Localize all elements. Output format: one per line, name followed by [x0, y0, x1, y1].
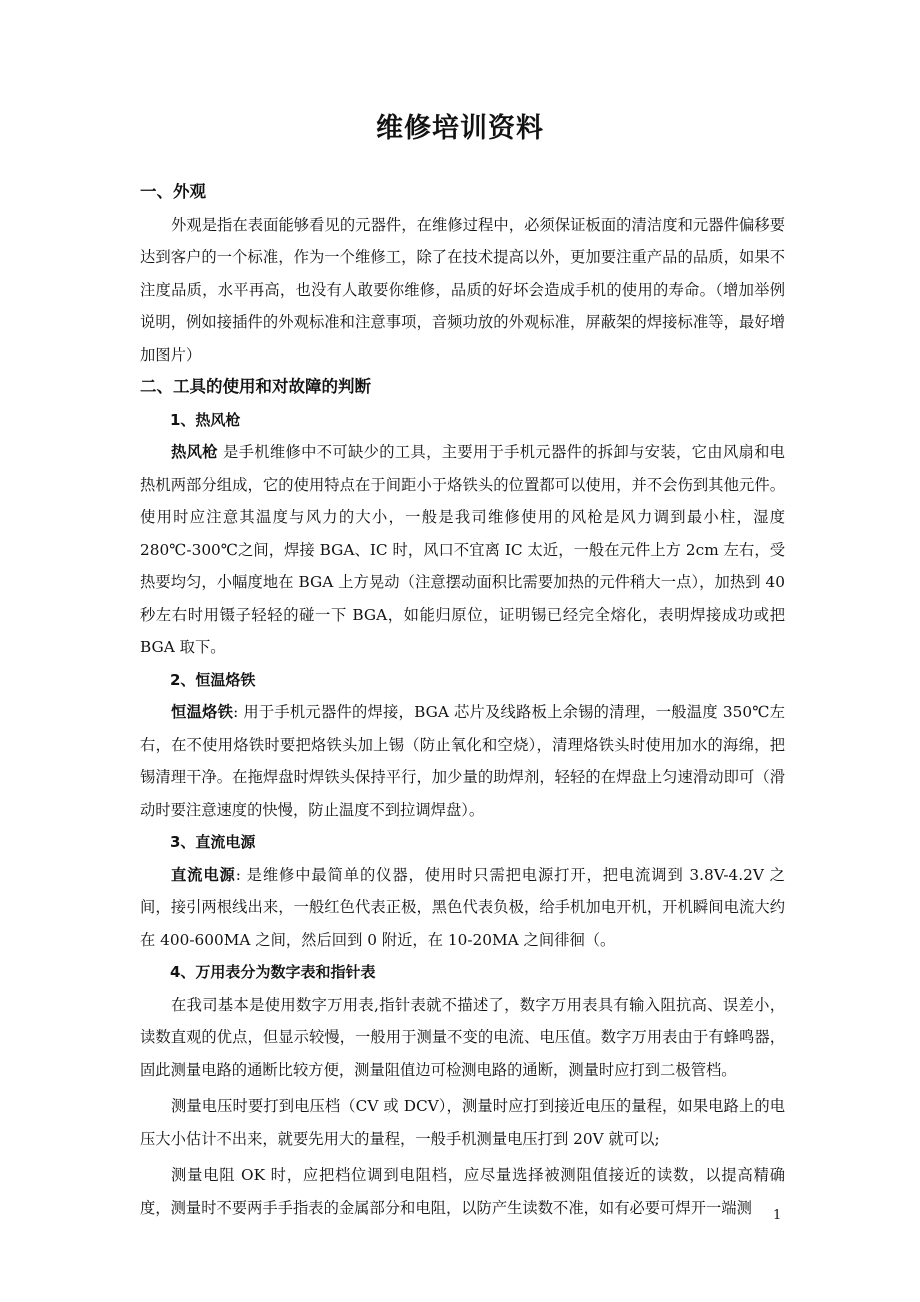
subheading-multimeter: 4、万用表分为数字表和指针表: [170, 963, 376, 981]
text-dc-power: : 是维修中最简单的仪器，使用时只需把电源打开，把电流调到 3.8V-4.2V 之间，接引两根线出来，一般红色代表正极，黑色代表负极，给手机加电开机，开机瞬间电流大约在 400-600MA 之间，然后回到 0 附近，在 10-20MA 之间徘徊（。: [140, 865, 785, 949]
section-heading-appearance: 一、外观: [140, 182, 206, 201]
paragraph-dc-power: [140, 859, 785, 957]
subheading-dc-power: 3、直流电源: [170, 833, 256, 851]
subheading-soldering-iron: 2、恒温烙铁: [170, 670, 256, 689]
text-heat-gun: 是手机维修中不可缺少的工具，主要用于手机元器件的拆卸与安装，它由风扇和电热机两部分组成，它的使用特点在于间距小于烙铁头的位置都可以使用，并不会伤到其他元件。使用时应注意其温度与风力的大小，一般是我司维修使用的风枪是风力调到最小柱，湿度 280℃-300℃之间，焊接 BGA、IC 时，风口不宜离 IC 太近，一般在元件上方 2cm 左右，受热要均匀，小幅度地在 BGA 上方晃动（注意摆动面积比需要加热的元件稍大一点），加热到 40 秒左右时用镊子轻轻的碰一下 BGA，如能归原位，证明锡已经完全熔化，表明焊接成功或把 BGA 取下。: [140, 443, 785, 656]
section-heading-tools: 二、工具的使用和对故障的判断: [140, 377, 371, 396]
document-body: [140, 176, 785, 1224]
subheading-heat-gun: 1、热风枪: [170, 410, 241, 429]
page-number: 1: [773, 1208, 782, 1223]
paragraph-soldering-iron: [140, 696, 785, 826]
term-dc-power: 直流电源: [171, 865, 236, 884]
paragraph-heat-gun: [140, 436, 785, 664]
paragraph-multimeter-voltage: 测量电压时要打到电压档（CV 或 DCV），测量时应打到接近电压的量程，如果电路上的电压大小估计不出来，就要先用大的量程，一般手机测量电压打到 20V 就可以;: [140, 1097, 785, 1148]
text-soldering-iron: : 用于手机元器件的焊接，BGA 芯片及线路板上余锡的清理，一般温度 350℃左右，在不使用烙铁时要把烙铁头加上锡（防止氧化和空烧），清理烙铁头时使用加水的海绵，把锡清理干净。在拖焊盘时焊铁头保持平行，加少量的助焊剂，轻轻的在焊盘上匀速滑动即可（滑动时要注意速度的快慢，防止温度不到拉调焊盘）。: [140, 703, 785, 819]
term-soldering-iron: 恒温烙铁: [171, 703, 234, 721]
paragraph-multimeter-resistance: 测量电阻 OK 时，应把档位调到电阻档，应尽量选择被测阻值接近的读数，以提高精确度，测量时不要两手手指表的金属部分和电阻，以防产生读数不准，如有必要可焊开一端测: [140, 1166, 785, 1217]
term-heat-gun: 热风枪: [171, 443, 218, 461]
paragraph-appearance: 外观是指在表面能够看见的元器件，在维修过程中，必须保证板面的清洁度和元器件偏移要达到客户的一个标准，作为一个维修工，除了在技术提高以外，更加要注重产品的品质，如果不注度品质，水平再高，也没有人敢要你维修，品质的好坏会造成手机的使用的寿命。（增加举例说明，例如接插件的外观标准和注意事项，音频功放的外观标准，屏蔽架的焊接标准等，最好增加图片）: [140, 215, 785, 364]
paragraph-multimeter-intro: 在我司基本是使用数字万用表,指针表就不描述了，数字万用表具有输入阻抗高、误差小，读数直观的优点，但显示较慢，一般用于测量不变的电流、电压值。数字万用表由于有蜂鸣器，固此测量电路的通断比较方便，测量阻值边可检测电路的通断，测量时应打到二极管档。: [140, 995, 785, 1079]
document-title: 维修培训资料: [376, 113, 544, 144]
